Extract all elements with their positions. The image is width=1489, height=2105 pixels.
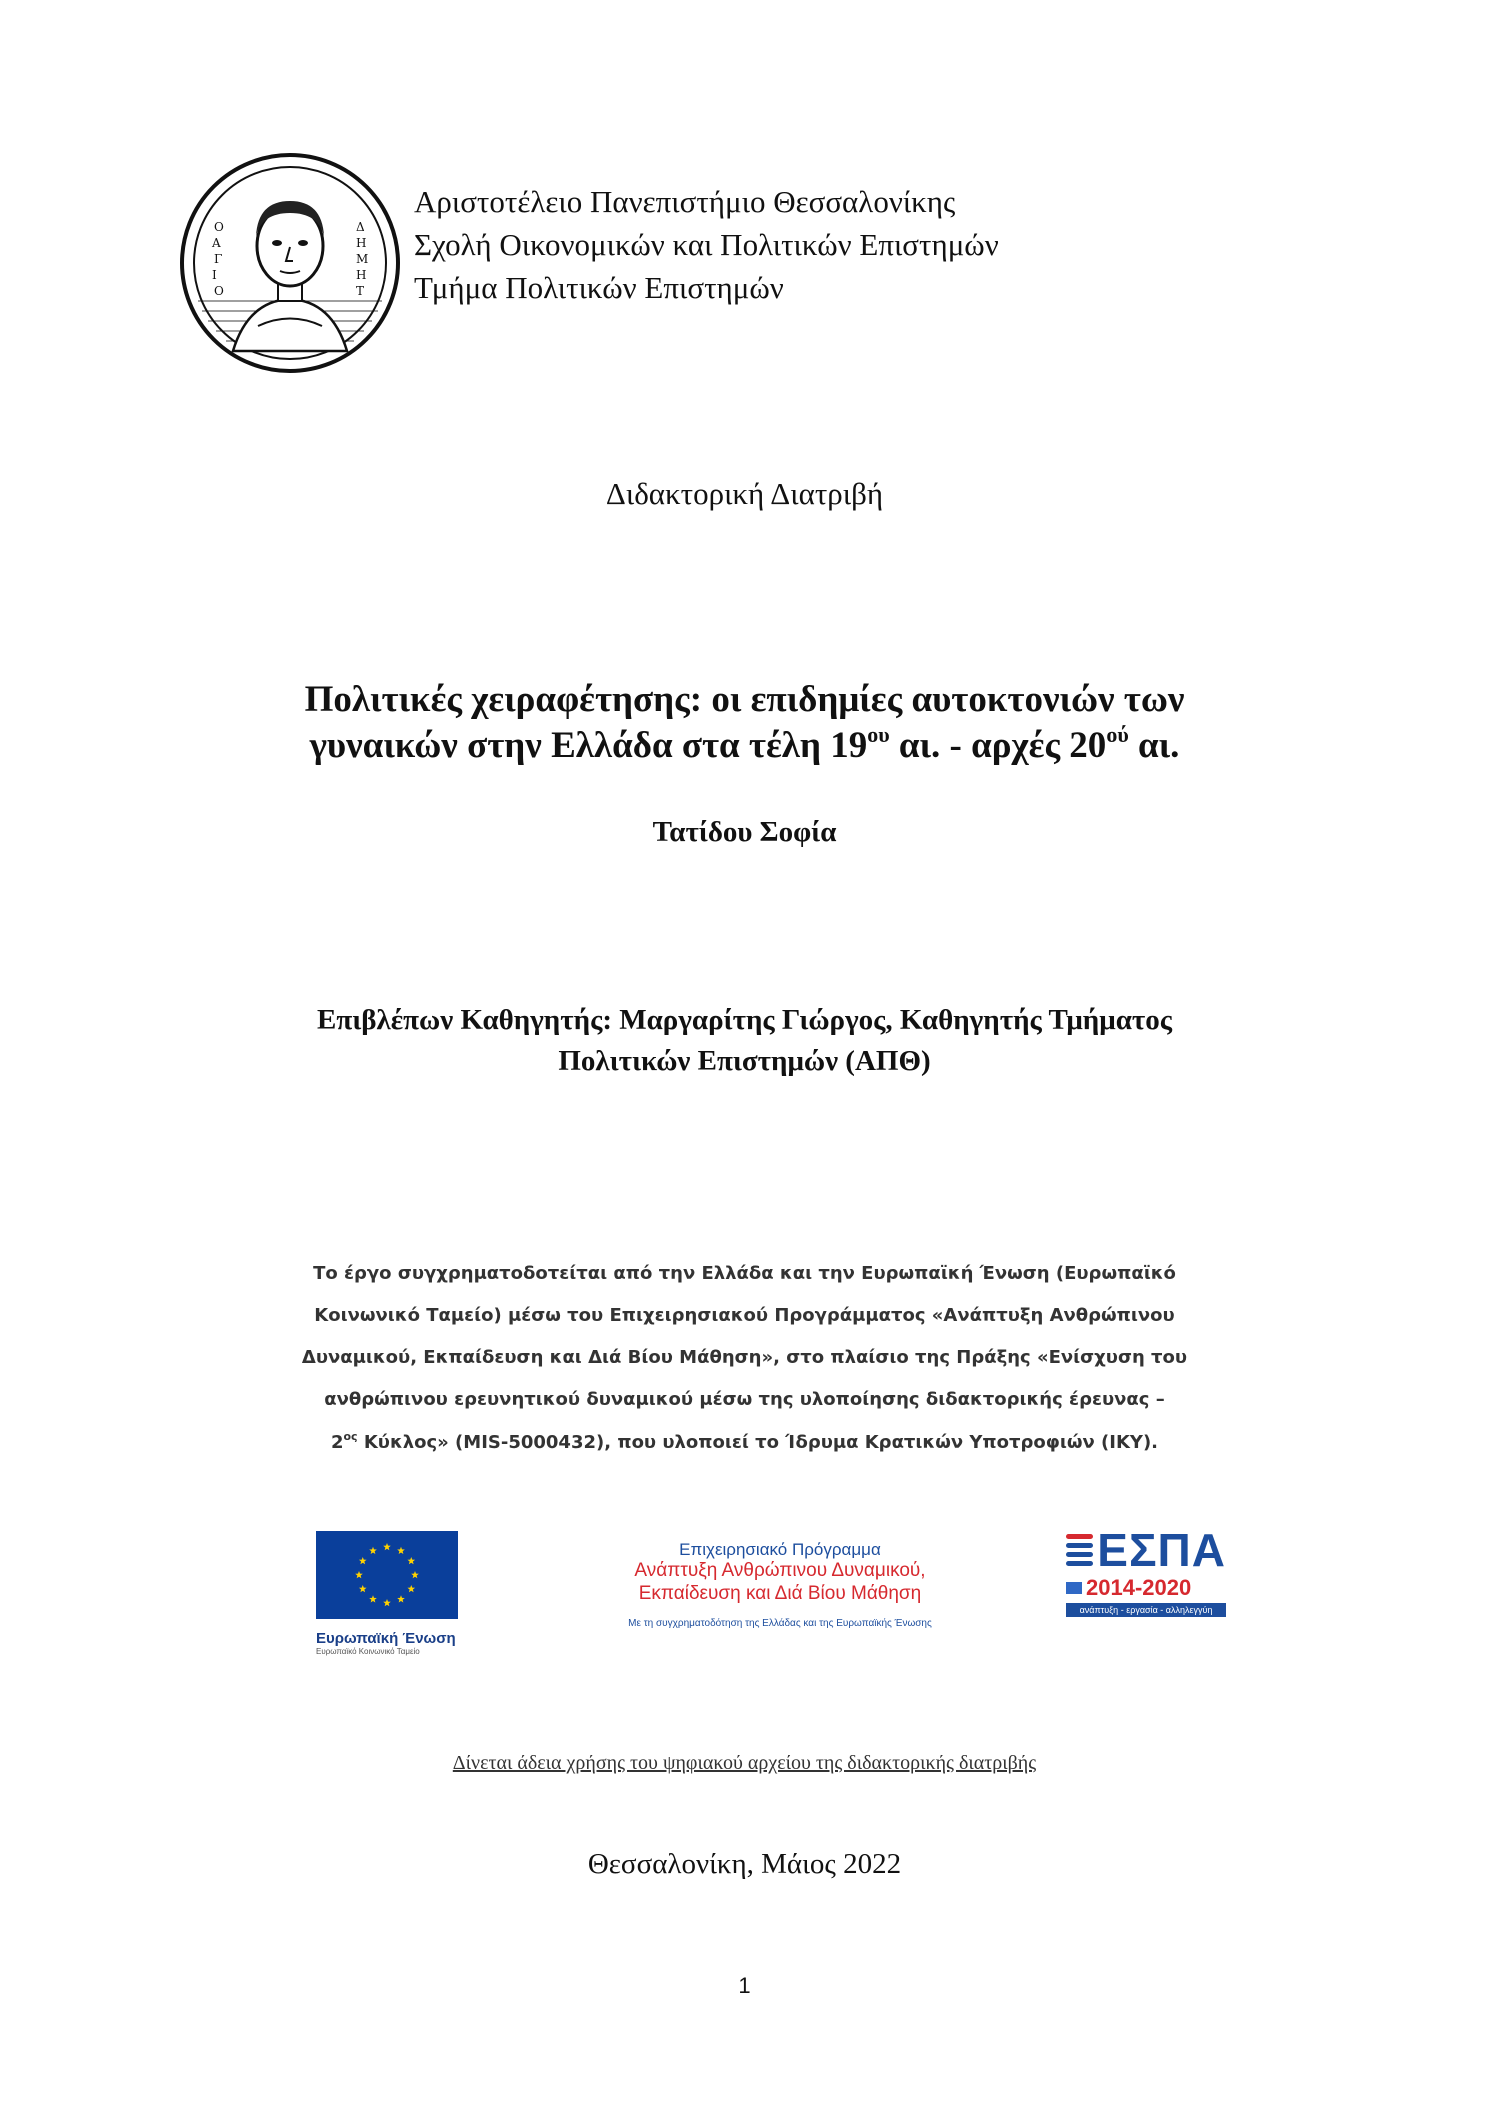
department-name: Τμήμα Πολιτικών Επιστημών bbox=[414, 270, 784, 305]
funding-notice-line-2: Κοινωνικό Ταμείο) μέσω του Επιχειρησιακού Προγράμματος «Ανάπτυξη Ανθρώπινου bbox=[314, 1305, 1175, 1326]
page-number: 1 bbox=[738, 1973, 751, 1998]
license-notice-link[interactable]: Δίνεται άδεια χρήσης του ψηφιακού αρχείου της διδακτορικής διατριβής bbox=[452, 1752, 1037, 1774]
svg-text:Ι: Ι bbox=[212, 268, 217, 282]
eu-flag-icon bbox=[316, 1531, 458, 1619]
op-logo-line-3: Εκπαίδευση και Διά Βίου Μάθηση bbox=[638, 1582, 922, 1604]
espa-stripes-icon bbox=[1066, 1530, 1093, 1570]
svg-text:Τ: Τ bbox=[356, 284, 365, 298]
eu-logo-subtitle: Ευρωπαϊκό Κοινωνικό Ταμείο bbox=[316, 1647, 420, 1656]
school-name: Σχολή Οικονομικών και Πολιτικών Επιστημών bbox=[414, 227, 999, 262]
eu-logo-name: Ευρωπαϊκή Ένωση bbox=[316, 1630, 456, 1647]
svg-text:Α: Α bbox=[212, 236, 221, 250]
espa-logo-text: ΕΣΠΑ bbox=[1097, 1524, 1226, 1576]
university-name: Αριστοτέλειο Πανεπιστήμιο Θεσσαλονίκης bbox=[414, 184, 956, 219]
svg-text:Μ: Μ bbox=[356, 252, 369, 266]
funding-notice-line-4: ανθρώπινου ερευνητικού δυναμικού μέσω της υλοποίησης διδακτορικής έρευνας – bbox=[324, 1389, 1165, 1410]
author-name: Τατίδου Σοφία bbox=[652, 816, 837, 848]
espa-logo-tagline: ανάπτυξη - εργασία - αλληλεγγύη bbox=[1066, 1603, 1226, 1617]
svg-text:Γ: Γ bbox=[214, 252, 223, 266]
operational-programme-logo bbox=[540, 1540, 1020, 1629]
eu-logo bbox=[316, 1531, 458, 1656]
supervisor-line-2: Πολιτικών Επιστημών (ΑΠΘ) bbox=[558, 1045, 931, 1077]
op-logo-line-1: Επιχειρησιακό Πρόγραμμα bbox=[679, 1540, 881, 1559]
funding-notice-line-3: Δυναμικού, Εκπαίδευση και Διά Βίου Μάθηση», στο πλαίσιο της Πράξης «Ενίσχυση του bbox=[301, 1347, 1188, 1368]
place-and-date: Θεσσαλονίκη, Μάιος 2022 bbox=[587, 1848, 902, 1880]
svg-text:Η: Η bbox=[356, 268, 367, 282]
espa-logo bbox=[1066, 1524, 1226, 1617]
svg-text:Ο: Ο bbox=[214, 220, 224, 234]
svg-text:Η: Η bbox=[356, 236, 367, 250]
espa-logo-years: 2014-2020 bbox=[1086, 1575, 1192, 1600]
supervisor-line-1: Επιβλέπων Καθηγητής: Μαργαρίτης Γιώργος, Καθηγητής Τμήματος bbox=[317, 1004, 1172, 1036]
op-logo-line-2: Ανάπτυξη Ανθρώπινου Δυναμικού, bbox=[634, 1560, 926, 1581]
thesis-title-line-2: γυναικών στην Ελλάδα στα τέλη $19^{o\upsilon}$ αι. - αρχές $20^{oύ}$ αι. bbox=[309, 722, 1180, 766]
funding-notice-line-1: Το έργο συγχρηματοδοτείται από την Ελλάδα και την Ευρωπαϊκή Ένωση (Ευρωπαϊκό bbox=[313, 1263, 1176, 1284]
svg-text:Ο: Ο bbox=[214, 284, 224, 298]
greek-flag-icon bbox=[1066, 1582, 1082, 1594]
funding-notice-line-5: $2^{o\varsigma}$ Κύκλος» (MIS-5000432), που υλοποιεί το Ίδρυμα Κρατικών Υποτροφιών (ΙΚΥ). bbox=[330, 1430, 1159, 1453]
university-seal-logo bbox=[178, 151, 402, 375]
thesis-title-line-1: Πολιτικές χειραφέτησης: οι επιδημίες αυτοκτονιών των bbox=[304, 679, 1185, 720]
svg-text:Δ: Δ bbox=[356, 220, 365, 234]
op-logo-line-4: Με τη συγχρηματοδότηση της Ελλάδας και της Ευρωπαϊκής Ένωσης bbox=[628, 1617, 932, 1629]
document-type: Διδακτορική Διατριβή bbox=[605, 476, 884, 511]
